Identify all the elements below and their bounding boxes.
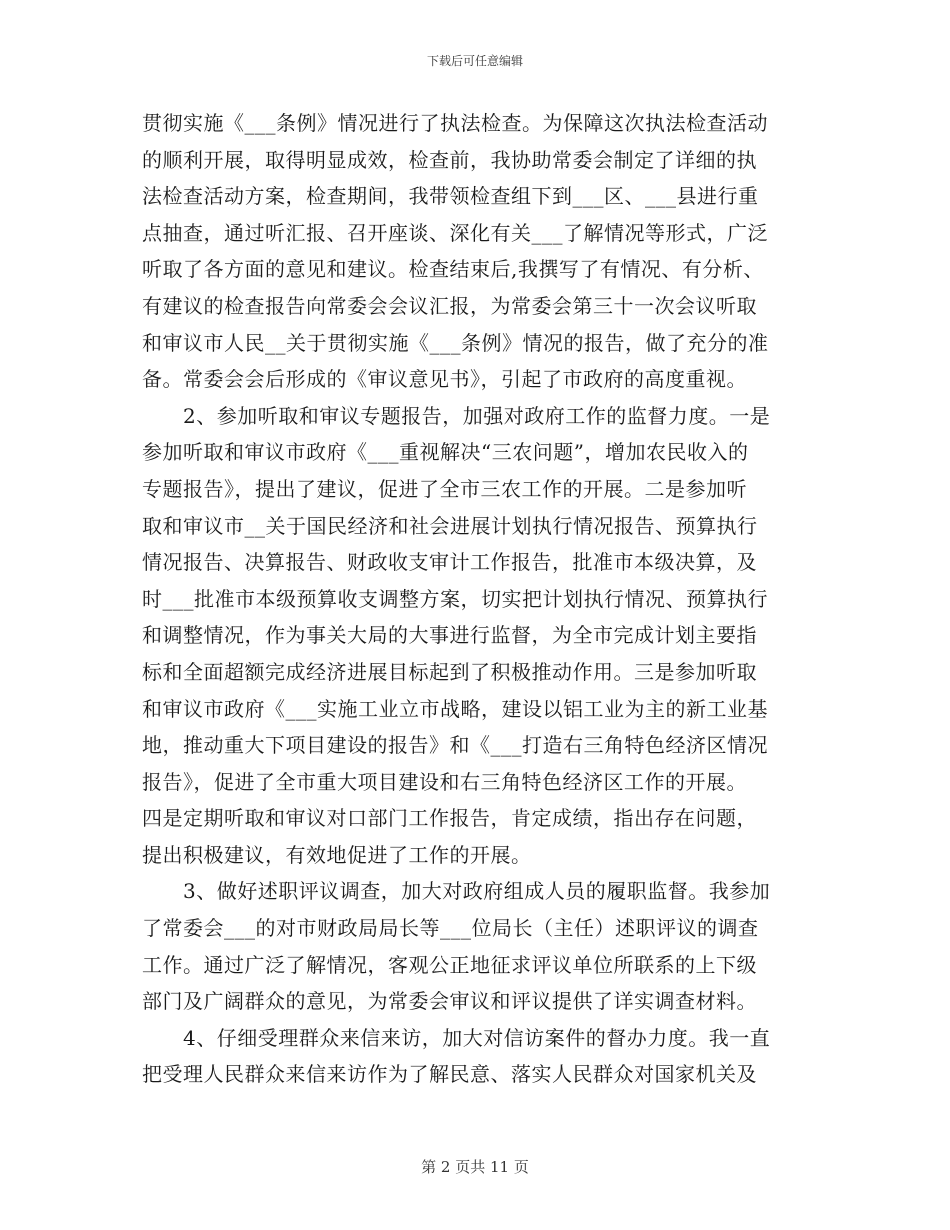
paragraph-4: 4、仔细受理群众来信来访，加大对信访案件的督办力度。我一直 把受理人民群众来信来访作为了解民意、落实人民群众对国家机关及	[142, 1025, 771, 1087]
page-header-note: 下载后可任意编辑	[426, 54, 523, 68]
paragraph-1: 贯彻实施《___条例》情况进行了执法检查。为保障这次执法检查活动 的顺利开展，取得明显成效，检查前，我协助常委会制定了详细的执 法检查活动方案，检查期间，我带领检查组下到___区、___县进行重 点抽查，通过听汇报、召开座谈、深化有关___了解情况等形式，广泛 听取了各方面的意见和建议。检查结束后,我撰写了有情况、有分析、 有建议的检查报告向常委会会议汇报，为常委会第三十一次会议听取 和审议市人民__关于贯彻实施《___条例》情况的报告，做了充分的准 备。常委会会后形成的《审议意见书》，引起了市政府的高度重视。	[142, 111, 769, 392]
body-text	[142, 105, 812, 1093]
page-number: 第 2 页共 11 页	[421, 1158, 529, 1176]
paragraph-2: 2、参加听取和审议专题报告，加强对政府工作的监督力度。一是 参加听取和审议市政府《___重视解决“三农问题”，增加农民收入的 专题报告》，提出了建议，促进了全市三农工作的开展。二是参加听 取和审议市__关于国民经济和社会进展计划执行情况报告、预算执行 情况报告、决算报告、财政收支审计工作报告，批准市本级决算，及 时___批准市本级预算收支调整方案，切实把计划执行情况、预算执行 和调整情况，作为事关大局的大事进行监督，为全市完成计划主要指 标和全面超额完成经济进展目标起到了积极推动作用。三是参加听取 和审议市政府《___实施工业立市战略，建设以铝工业为主的新工业基 地，推动重大下项目建设的报告》和《___打造右三角特色经济区情况 报告》，促进了全市重大项目建设和右三角特色经济区工作的开展。 四是定期听取和审议对口部门工作报告，肯定成绩，指出存在问题， 提出积极建议，有效地促进了工作的开展。	[142, 403, 771, 867]
paragraph-3: 3、做好述职评议调查，加大对政府组成人员的履职监督。我参加 了常委会___的对市财政局局长等___位局长（主任）述职评议的调查 工作。通过广泛了解情况，客观公正地征求评议单位所联系的上下级 部门及广阔群众的意见，为常委会审议和评议提供了详实调查材料。	[142, 879, 771, 1014]
